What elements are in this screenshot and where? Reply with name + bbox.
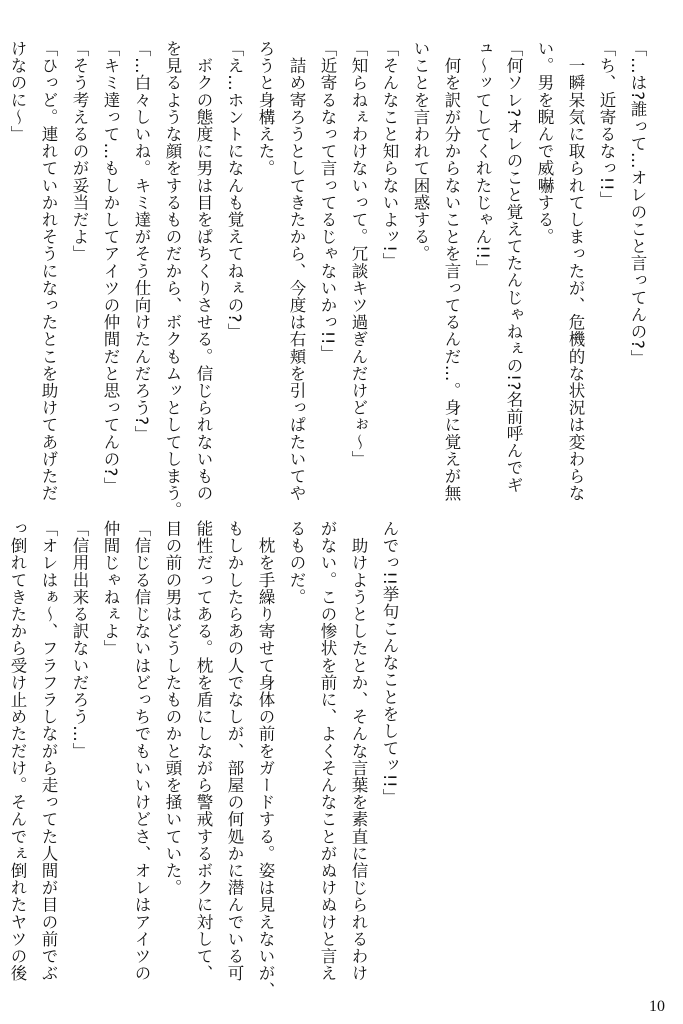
text-line: 目の前の男はどうしたものかと頭を掻いていた。: [163, 520, 182, 897]
text-line: いことを言われて困惑する。: [411, 40, 430, 263]
text-line: 「ち、近寄るなっ!!」: [597, 40, 616, 209]
text-line: 何を訳が分からないことを言ってるんだ…。身に覚えが無: [442, 40, 461, 502]
text-line: 「…は?誰って…オレのこと言ってんの?」: [628, 40, 647, 367]
text-line: 「知らねぇわけないって。冗談キツ過ぎんだけどぉ～」: [349, 40, 368, 468]
page-number: 10: [649, 998, 665, 1015]
text-line: 「そう考えるのが妥当だよ」: [70, 40, 89, 263]
text-line: 「そんなこと知らないよッ!」: [380, 40, 399, 270]
text-line: けなのに～」: [8, 40, 27, 143]
text-line: ボクの態度に男は目をぱちくりさせる。信じられないもの: [194, 40, 213, 502]
text-line: 「信用出来る訳ないだろう…」: [70, 520, 89, 760]
text-line: い。男を睨んで威嚇する。: [535, 40, 554, 246]
text-line: を見るような顔をするものだから、ボクもムッとしてしまう。: [163, 40, 182, 519]
text-block-top: [8, 40, 653, 519]
text-line: っ倒れてきたから受け止めただけ。そんでぇ倒れたヤツの後: [8, 520, 27, 982]
text-line: 「信じる信じないはどっちでもいいけどさ、オレはアイツの: [132, 520, 151, 982]
text-line: 「ひっど。連れていかれそうになったとこを助けてあげただ: [39, 40, 58, 502]
text-line: 一瞬呆気に取られてしまったが、危機的な状況は変わらな: [566, 40, 585, 502]
text-line: 助けようとしたとか、そんな言葉を素直に信じられるわけ: [349, 520, 368, 982]
text-line: 詰め寄ろうとしてきたから、今度は右頬を引っぱたいてや: [287, 40, 306, 502]
text-line: るものだ。: [287, 520, 306, 606]
text-line: 「近寄るなって言ってるじゃないかっ!!」: [318, 40, 337, 363]
text-line: 能性だってある。枕を盾にしながら警戒するボクに対して、: [194, 520, 213, 982]
text-line: 「え…ホントになんも覚えてねぇの?」: [225, 40, 244, 341]
text-line: 「…白々しいね。キミ達がそう仕向けたんだろう?」: [132, 40, 151, 443]
text-line: ろうと身構えた。: [256, 40, 275, 177]
text-line: [0, 40, 2, 495]
text-line: [0, 520, 2, 1000]
text-line: 枕を手繰り寄せて身体の前をガードする。姿は見えないが、: [256, 520, 275, 999]
text-line: もしかしたらあの人でなしが、部屋の何処かに潜んでいる可: [225, 520, 244, 982]
text-line: 仲間じゃねぇよ」: [101, 520, 120, 657]
text-line: 「キミ達って…もしかしてアイツの仲間だと思ってんの?」: [101, 40, 120, 494]
text-line: ュ～ッてしてくれたじゃん!!」: [473, 40, 492, 277]
text-line: んでっ!!挙句こんなことをしてッ!!」: [380, 520, 399, 806]
text-block-bottom: [8, 520, 405, 1000]
text-line: 「何ソレ?オレのこと覚えてたんじゃねぇの!?名前呼んでギ: [504, 40, 523, 494]
text-line: 「オレはぁ～、フラフラしながら走ってた人間が目の前でぶ: [39, 520, 58, 982]
text-line: がない。この惨状を前に、よくそんなことがぬけぬけと言え: [318, 520, 337, 982]
